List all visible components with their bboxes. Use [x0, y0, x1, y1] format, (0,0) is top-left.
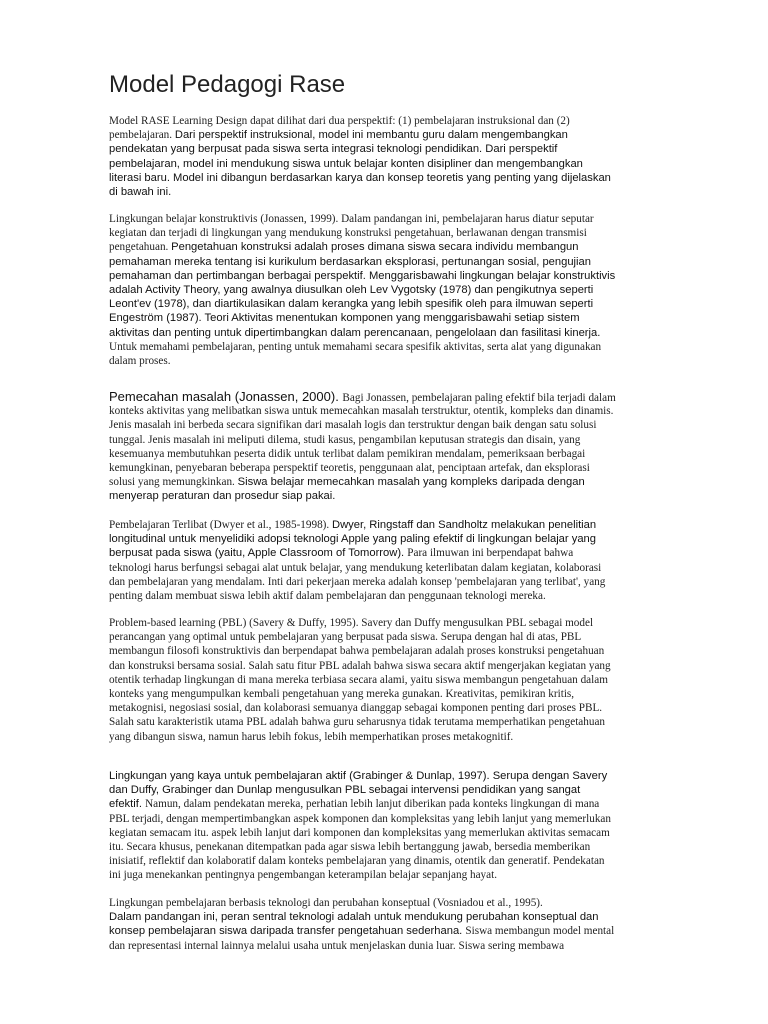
text-line	[109, 939, 684, 953]
text-line	[109, 854, 684, 868]
text-segment: dan representasi internal lainnya melalui usaha untuk menjelaskan dunia luar. Siswa sering membawa	[109, 939, 565, 952]
text-segment: Dwyer, Ringstaff dan Sandholtz melakukan penelitian	[332, 519, 597, 531]
text-segment: pembelajaran, model ini mendukung siswa untuk belajar konten disipliner dan mengembangkan	[109, 157, 583, 170]
text-segment: Engeström (1987). Teori Aktivitas menentukan komponen yang menggarisbawahi setiap sistem	[109, 312, 580, 325]
text-line	[109, 390, 684, 404]
text-line	[109, 240, 684, 254]
text-line	[109, 701, 684, 715]
text-segment: dalam proses.	[109, 354, 171, 367]
text-segment: inisiatif, reflektif dan kolaboratif dalam konteks pembelajaran yang dinamis, otentik dan generatif. Pendekatan	[109, 855, 605, 868]
text-segment: Pengetahuan konstruksi adalah proses dimana siswa secara individu membangun	[171, 241, 579, 254]
text-segment: Bagi Jonassen, pembelajaran paling efektif bila terjadi dalam	[342, 392, 616, 404]
text-segment: penting dalam membuat siswa lebih aktif dalam pembelajaran dan penggunaan teknologi mereka.	[109, 589, 546, 602]
text-segment: kegiatan semacam itu. aspek lebih lanjut dari komponen dan kompleksitas yang memerlukan aktivitas semacam	[109, 826, 610, 839]
text-line	[109, 226, 684, 240]
text-segment: Pemecahan masalah (Jonassen, 2000).	[109, 389, 343, 404]
text-segment: Para ilmuwan ini berpendapat bahwa	[407, 547, 574, 560]
text-segment: longitudinal untuk menyelidiki adopsi teknologi Apple yang paling efektif di lingkungan belajar yang	[109, 533, 596, 546]
text-line	[109, 797, 684, 811]
text-line	[109, 532, 684, 546]
text-line	[109, 783, 684, 797]
text-segment: pemahaman mereka tentang isi kurikulum berdasarkan eksplorasi, pertunangan sosial, pengujian	[109, 255, 591, 268]
text-line	[109, 475, 684, 489]
text-line	[109, 255, 684, 269]
text-segment: Namun, dalam pendekatan mereka, perhatian lebih lanjut diberikan pada konteks lingkungan di mana	[145, 798, 600, 811]
text-segment: pemahaman dan pertimbangan berbagai perspektif. Menggarisbawahi lingkungan belajar konstruktivis	[109, 269, 616, 282]
text-segment: Lingkungan pembelajaran berbasis teknologi dan perubahan konseptual (Vosniadou et al., 1995).	[109, 897, 543, 909]
text-line	[109, 297, 684, 311]
text-line	[109, 418, 684, 432]
text-segment: Jenis masalah ini berbeda secara signifikan dari masalah logis dan terstruktur dengan baik dengan satu solusi	[109, 419, 597, 432]
text-line	[109, 812, 684, 826]
text-line	[109, 283, 684, 297]
text-line	[109, 489, 684, 503]
text-segment: Salah satu karakteristik utama PBL adalah bahwa guru seharusnya tidak terutama memperhatikan pengetahuan	[109, 716, 606, 729]
text-segment: Untuk memahami pembelajaran, penting untuk memahami secara spesifik aktivitas, serta alat yang digunakan	[109, 340, 602, 353]
text-segment: Model RASE Learning Design dapat dilihat dari dua perspektif: (1) pembelajaran instruksional dan (2)	[109, 115, 570, 127]
text-line	[109, 114, 684, 128]
text-line	[109, 171, 684, 185]
text-line	[109, 616, 684, 630]
text-segment: di bawah ini.	[109, 185, 172, 198]
text-line	[109, 561, 684, 575]
text-line	[109, 518, 684, 532]
text-line	[109, 868, 684, 882]
text-segment: PBL terjadi, dengan mempertimbangkan aspek komponen dan kompleksitas yang lebih lanjut yang memerlukan	[109, 812, 611, 825]
text-segment: otentik terhadap lingkungan di mana mereka terbiasa secara alami, yaitu siswa membangun pengetahuan dalam	[109, 673, 608, 686]
paragraph-conceptual-change	[109, 896, 684, 953]
text-line	[109, 896, 684, 910]
text-line	[109, 644, 684, 658]
text-segment: Dari perspektif instruksional, model ini membantu guru dalam mengembangkan	[174, 129, 568, 142]
text-line	[109, 826, 684, 840]
text-line	[109, 924, 684, 938]
text-segment: efektif.	[109, 798, 146, 811]
paragraph-intro	[109, 114, 684, 199]
text-line	[109, 354, 684, 368]
text-line	[109, 340, 684, 354]
text-segment: dan Duffy, Grabinger dan Dunlap mengusulkan PBL sebagai intervensi pendidikan yang sangat	[109, 784, 581, 797]
text-line	[109, 730, 684, 744]
text-segment: tunggal. Jenis masalah ini meliputi dilema, studi kasus, pengambilan keputusan strategis dan disain, yang	[109, 433, 581, 446]
text-line	[109, 128, 684, 142]
text-line	[109, 433, 684, 447]
text-line	[109, 311, 684, 325]
text-segment: kegiatan dan terjadi di lingkungan yang mendukung konstruksi pengetahuan, berlawanan dengan transmisi	[109, 227, 587, 240]
text-segment: Pembelajaran Terlibat (Dwyer et al., 1985-1998).	[109, 519, 332, 531]
text-line	[109, 840, 684, 854]
text-segment: yang dibangun siswa, namun harus lebih fokus, lebih memperhatikan proses metakognitif.	[109, 730, 514, 743]
text-line	[109, 212, 684, 226]
text-segment: konteks aktivitas yang melibatkan siswa untuk memecahkan masalah terstruktur, otentik, kompleks dan dinamis.	[109, 405, 614, 418]
text-line	[109, 546, 684, 560]
paragraph-problem-solving	[109, 390, 684, 504]
text-segment: Dalam pandangan ini, peran sentral teknologi adalah untuk mendukung perubahan konseptual dan	[109, 911, 599, 924]
text-line	[109, 630, 684, 644]
text-segment: solusi yang memungkinkan.	[109, 476, 238, 489]
text-line	[109, 715, 684, 729]
text-line	[109, 910, 684, 924]
text-segment: dan pembelajaran yang mendalam. Inti dari pekerjaan mereka adalah konsep 'pembelajaran yang terlibat', yang	[109, 575, 606, 588]
paragraph-constructivist-environment	[109, 212, 684, 368]
text-segment: Problem-based learning (PBL) (Savery & Duffy, 1995). Savery dan Duffy mengusulkan PBL sebagai model	[109, 617, 594, 629]
text-segment: ini juga menekankan pentingnya pengembangan keterampilan belajar sepanjang hayat.	[109, 869, 497, 882]
text-segment: Siswa belajar memecahkan masalah yang kompleks daripada dengan	[237, 476, 585, 489]
text-line	[109, 185, 684, 199]
text-segment: kesemuanya membutuhkan peserta didik untuk terlibat dalam pemikiran mendalam, pemeriksaan berbagai	[109, 447, 586, 460]
text-line	[109, 326, 684, 340]
text-line	[109, 575, 684, 589]
text-line	[109, 589, 684, 603]
text-line	[109, 269, 684, 283]
text-segment: konsep pembelajaran siswa daripada transfer pengetahuan sederhana.	[109, 925, 466, 938]
text-segment: perancangan yang optimal untuk pembelajaran yang berpusat pada siswa. Serupa dengan hal di atas, PBL	[109, 631, 582, 644]
text-segment: Lingkungan belajar konstruktivis (Jonassen, 1999). Dalam pandangan ini, pembelajaran harus diatur seputar	[109, 213, 594, 225]
text-segment: pembelajaran.	[109, 129, 175, 142]
text-segment: berpusat pada siswa (yaitu, Apple Classroom of Tomorrow).	[109, 547, 408, 560]
text-segment: itu. Secara khusus, penekanan ditempatkan pada agar siswa lebih bertanggung jawab, bersedia memberikan	[109, 840, 591, 853]
text-segment: konteks yang mengumpulkan kembali pengetahuan yang mereka gunakan. Kreativitas, pemikiran kritis,	[109, 687, 575, 700]
text-line	[109, 404, 684, 418]
text-line	[109, 687, 684, 701]
text-line	[109, 673, 684, 687]
paragraph-engaged-learning	[109, 518, 684, 603]
text-segment: Leont'ev (1978), dan diartikulasikan dalam kerangka yang lebih spesifik oleh para ilmuwan seperti	[109, 298, 594, 311]
text-segment: pengetahuan.	[109, 241, 172, 254]
text-line	[109, 157, 684, 171]
text-segment: kemungkinan, penyebaran beberapa perspektif teoretis, penggunaan alat, penciptaan artefak, dan eksplorasi	[109, 461, 590, 474]
document-title: Model Pedagogi Rase	[109, 71, 346, 98]
text-segment: pendekatan yang berpusat pada siswa serta integrasi teknologi pendidikan. Dari perspektif	[109, 143, 558, 156]
text-segment: teknologi harus berfungsi sebagai alat untuk belajar, yang mendukung keterlibatan dalam kegiatan, kolaborasi	[109, 561, 602, 574]
text-segment: adalah Activity Theory, yang awalnya diusulkan oleh Lev Vygotsky (1978) dan pengikutnya seperti	[109, 283, 594, 296]
text-line	[109, 447, 684, 461]
text-segment: Siswa membangun model mental	[465, 925, 615, 938]
text-segment: metakognisi, negosiasi sosial, dan kolaborasi semuanya dianggap sebagai komponen penting dari proses PBL.	[109, 702, 603, 715]
text-segment: membangun filosofi konstruktivis dan berpendapat bahwa pembelajaran adalah proses konstruksi pengetahuan	[109, 645, 605, 658]
paragraph-problem-based-learning	[109, 616, 684, 744]
text-segment: literasi baru. Model ini dibangun berdasarkan karya dan konsep teoretis yang penting yang dijelaskan	[109, 171, 611, 184]
text-segment: Lingkungan yang kaya untuk pembelajaran aktif (Grabinger & Dunlap, 1997). Serupa dengan Savery	[109, 770, 608, 782]
text-segment: dan konstruksi bersama sosial. Salah satu fitur PBL adalah bahwa siswa secara aktif mengerjakan kegiatan yang	[109, 659, 611, 672]
text-line	[109, 461, 684, 475]
text-line	[109, 659, 684, 673]
text-line	[109, 142, 684, 156]
text-line	[109, 769, 684, 783]
text-segment: menyerap peraturan dan prosedur siap pakai.	[109, 490, 336, 503]
paragraph-rich-environments	[109, 769, 684, 883]
text-segment: aktivitas dan penting untuk dipertimbangkan dalam perencanaan, pengelolaan dan fasilitasi kinerja.	[109, 326, 601, 339]
